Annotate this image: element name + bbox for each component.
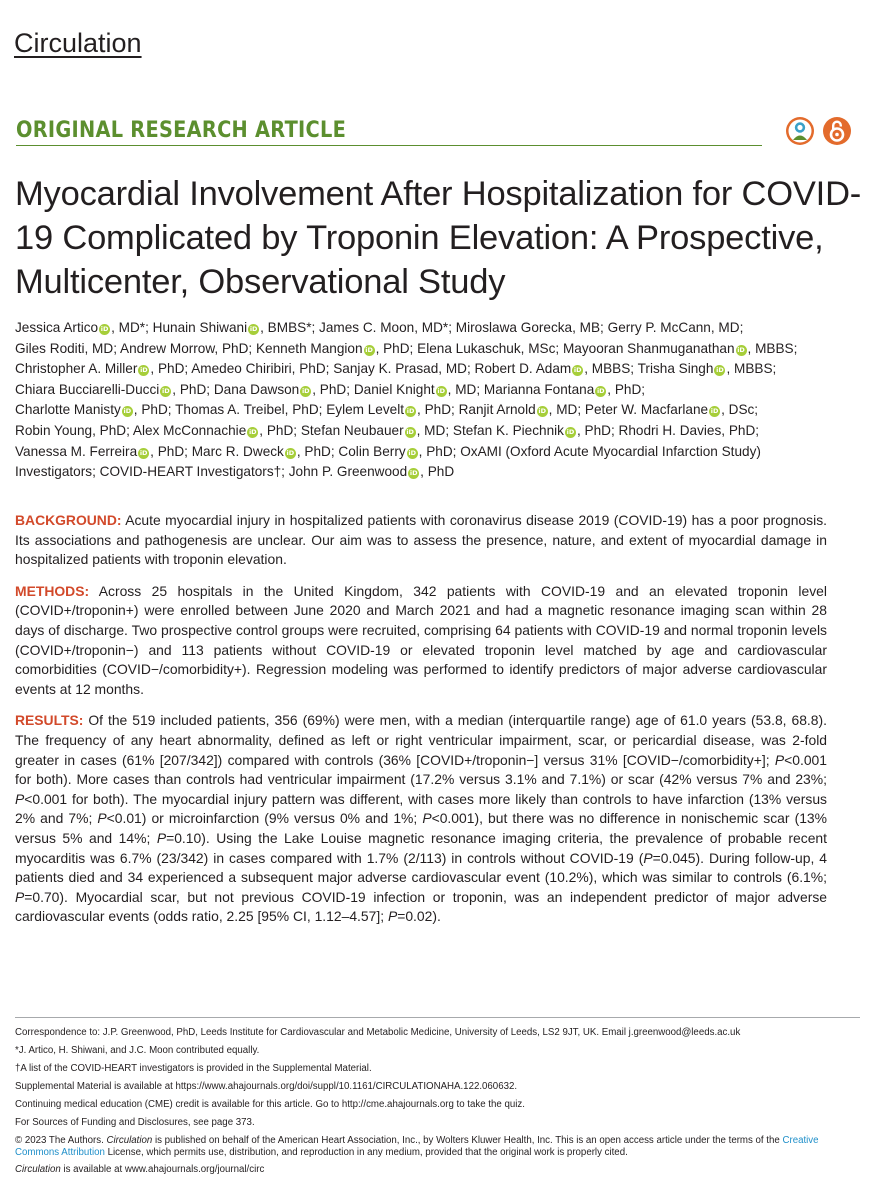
author-name: Chiara Bucciarelli-Ducci [15,381,160,397]
author-name: Daniel Knight [353,381,435,397]
orcid-icon[interactable]: iD [248,427,257,436]
licence-note: © 2023 The Authors. Circulation is published on behalf of the American Heart Association, Inc., by Wolters Kluwer Health, Inc. This is an open access article under the terms of the Creative Commons Attribution License, which permits use, distribution, and reproduction in any medium, provided that the original work is properly cited. [15,1135,819,1159]
orcid-icon[interactable]: iD [161,386,170,395]
author-list [15,318,855,483]
author-name: Hunain Shiwani [152,320,248,335]
author-name: Christopher A. Miller [15,361,138,377]
orcid-icon[interactable]: iD [737,345,745,354]
author-name: Elena Lukaschuk, MSc; [417,340,563,356]
author-name: OxAMI (Oxford Acute Myocardial Infarction Study) [460,443,761,459]
background-label: BACKGROUND: [15,512,122,528]
author-name: Charlotte Manisty [15,402,121,418]
author-name: Rhodri H. Davies, PhD; [618,422,760,438]
author-degree: , PhD; [418,443,461,459]
correspondence-note: Correspondence to: J.P. Greenwood, PhD, Leeds Institute for Cardiovascular and Metabolic Medicine, University of Leeds, LS2 9JT, UK. Email j.greenwood@leeds.ac.uk [15,1027,741,1038]
author-name: John P. Greenwood [288,464,408,480]
orcid-icon[interactable]: iD [249,325,258,333]
author-name: Robert D. Adam [474,361,572,377]
author-name: Kenneth Mangion [255,340,363,356]
orcid-icon[interactable]: iD [406,407,415,416]
equal-contribution-note: *J. Artico, H. Shiwani, and J.C. Moon contributed equally. [15,1045,260,1056]
author-degree: , MD; [548,402,585,418]
orcid-icon[interactable]: iD [710,407,719,416]
availability-note[interactable]: Circulation is available at www.ahajournals.org/journal/circ [15,1163,265,1175]
author-degree: , PhD; [375,340,418,356]
orcid-icon[interactable]: iD [573,366,582,375]
author-degree: , MBBS; [747,340,798,356]
open-access-icon [822,116,852,146]
author-degree: , PhD; [133,402,176,418]
methods-label: METHODS: [15,582,90,599]
author-name: Miroslawa Gorecka, MB; [455,320,608,335]
supplemental-note[interactable]: Supplemental Material is available at https://www.ahajournals.org/doi/suppl/10.1161/CIRCULATIONAHA.122.060632. [15,1081,518,1092]
author-degree: , PhD; [150,443,192,459]
orcid-icon[interactable]: iD [566,427,575,436]
abstract [15,511,827,939]
orcid-icon[interactable]: iD [409,469,418,478]
author-degree: , BMBS*; [260,320,320,335]
orcid-icon[interactable]: iD [406,427,414,436]
author-degree: , MD; [416,422,453,438]
author-name: Peter W. Macfarlane [584,402,709,418]
author-name: Gerry P. McCann, MD; [607,320,744,335]
author-name: Eylem Levelt [326,402,405,418]
orcid-icon[interactable]: iD [365,345,373,354]
investigators-note: †A list of the COVID-HEART investigators is provided in the Supplemental Material. [15,1063,372,1074]
journal-name[interactable]: Circulation [14,28,142,58]
creative-commons-link[interactable]: Creative Commons Attribution [15,1135,819,1159]
editorial-badge-icon [785,116,815,146]
footnotes [15,1017,860,1182]
author-degree: , PhD; [576,422,619,438]
author-name: Stefan K. Piechnik [452,422,564,438]
orcid-icon[interactable]: iD [123,407,132,416]
results-label: RESULTS: [15,712,84,729]
author-name: Marc R. Dweck [191,443,284,459]
author-degree: , PhD; [417,402,459,418]
author-name: Thomas A. Treibel, PhD; [175,402,327,418]
author-name: Amedeo Chiribiri, PhD; [191,361,334,377]
section-rule [16,145,762,146]
author-degree: , PhD; [607,381,646,397]
abstract-results [15,711,827,927]
author-name: Trisha Singh [637,361,714,377]
author-degree: , MBBS; [584,361,638,377]
author-degree: , MD*; [111,320,153,335]
funding-note: For Sources of Funding and Disclosures, see page 373. [15,1117,255,1128]
author-name: Giles Roditi, MD; [15,340,120,356]
author-name: Jessica Artico [15,320,99,335]
methods-text: Across 25 hospitals in the United Kingdom, 342 patients with COVID-19 and an elevated troponin level (COVID+/troponin+) were enrolled between June 2020 and March 2021 and had a magnetic resonance imaging scan within 28 days of discharge. Two prospective control groups were recruited, comprising 64 patients with COVID-19 and normal troponin levels (COVID+/troponin−) and 113 patients without COVID-19 or elevated troponin level matched by age and cardiovascular comorbidities (COVID−/comorbidity+). Regression modeling was performed to identify predictors of major adverse cardiovascular events at 12 months. [15,582,827,697]
author-name: Stefan Neubauer [300,422,404,438]
author-degree: , PhD; [172,381,214,397]
orcid-icon[interactable]: iD [437,386,445,395]
background-text: Acute myocardial injury in hospitalized patients with coronavirus disease 2019 (COVID-19) has a poor prognosis. Its associations and pathogenesis are unclear. Our aim was to assess the presence, nature, and extent of myocardial damage in hospitalized patients with troponin elevation. [15,512,827,568]
author-name: Andrew Morrow, PhD; [120,340,256,356]
orcid-icon[interactable]: iD [140,366,148,375]
abstract-background [15,511,827,570]
author-degree: , PhD; [296,443,339,459]
orcid-icon[interactable]: iD [716,366,724,375]
author-name: Sanjay K. Prasad, MD; [333,361,475,377]
author-name: Alex McConnachie [132,422,247,438]
author-degree: , PhD; [150,361,192,377]
orcid-icon[interactable]: iD [408,448,416,457]
author-name: Mayooran Shanmuganathan [562,340,735,356]
orcid-icon[interactable]: iD [286,448,295,457]
author-degree: , MBBS; [726,361,777,377]
abstract-methods [15,582,827,700]
author-degree: , PhD; [259,422,301,438]
author-name: James C. Moon, MD*; [319,320,456,335]
section-label: ORIGINAL RESEARCH ARTICLE [16,118,347,143]
author-degree: , DSc; [721,402,759,418]
orcid-icon[interactable]: iD [596,386,605,395]
orcid-icon[interactable]: iD [139,448,148,457]
cme-note[interactable]: Continuing medical education (CME) credit is available for this article. Go to http://cme.ahajournals.org to take the quiz. [15,1099,525,1110]
author-name: Vanessa M. Ferreira [15,443,138,459]
author-name: Ranjit Arnold [458,402,536,418]
author-name: Robin Young, PhD; [15,422,133,438]
results-text: Of the 519 included patients, 356 (69%) were men, with a median (interquartile range) age of 61.0 years (53.8, 68.8). The frequency of any heart abnormality, defined as left or right ventricular impairment, scar, or pericardial disease, was 2-fold greater in cases (61% [207/342]) compared with controls (36% [COVID+/troponin−] versus 31% [COVID−/comorbidity+]; P<0.001 for both). More cases than controls had ventricular impairment (17.2% versus 3.1% and 7.1%) or scar (42% versus 7% and 23%; P<0.001 for both). The myocardial injury pattern was different, with cases more likely than controls to have infarction (13% versus 2% and 7%; P<0.01) or microinfarction (9% versus 0% and 1%; P<0.001), but there was no difference in nonischemic scar (13% versus 5% and 14%; P=0.10). Using the Lake Louise magnetic resonance imaging criteria, the prevalence of probable recent myocarditis was 6.7% (23/342) in cases compared with 1.7% (2/113) in controls without COVID-19 (P=0.045). During follow-up, 4 patients died and 34 experienced a subsequent major adverse cardiovascular event (10.2%), which was similar to controls (6.1%; P=0.70). Myocardial scar, but not previous COVID-19 infection or troponin, was an independent predictor of major adverse cardiovascular events (odds ratio, 2.25 [95% CI, 1.12–4.57]; P=0.02). [15,712,828,925]
author-name: Marianna Fontana [483,381,595,397]
author-degree: , PhD [420,464,455,480]
article-title: Myocardial Involvement After Hospitalization for COVID-19 Complicated by Troponin Elevation: A Prospective, Multicenter, Observational Study [15,175,862,301]
orcid-icon[interactable]: iD [301,386,310,395]
orcid-icon[interactable]: iD [100,325,109,333]
author-name: Colin Berry [338,443,406,459]
orcid-icon[interactable]: iD [538,407,546,416]
author-name: Dana Dawson [213,381,300,397]
author-name: Investigators; COVID-HEART Investigators†; [15,464,289,480]
author-degree: , PhD; [312,381,354,397]
author-degree: , MD; [447,381,484,397]
